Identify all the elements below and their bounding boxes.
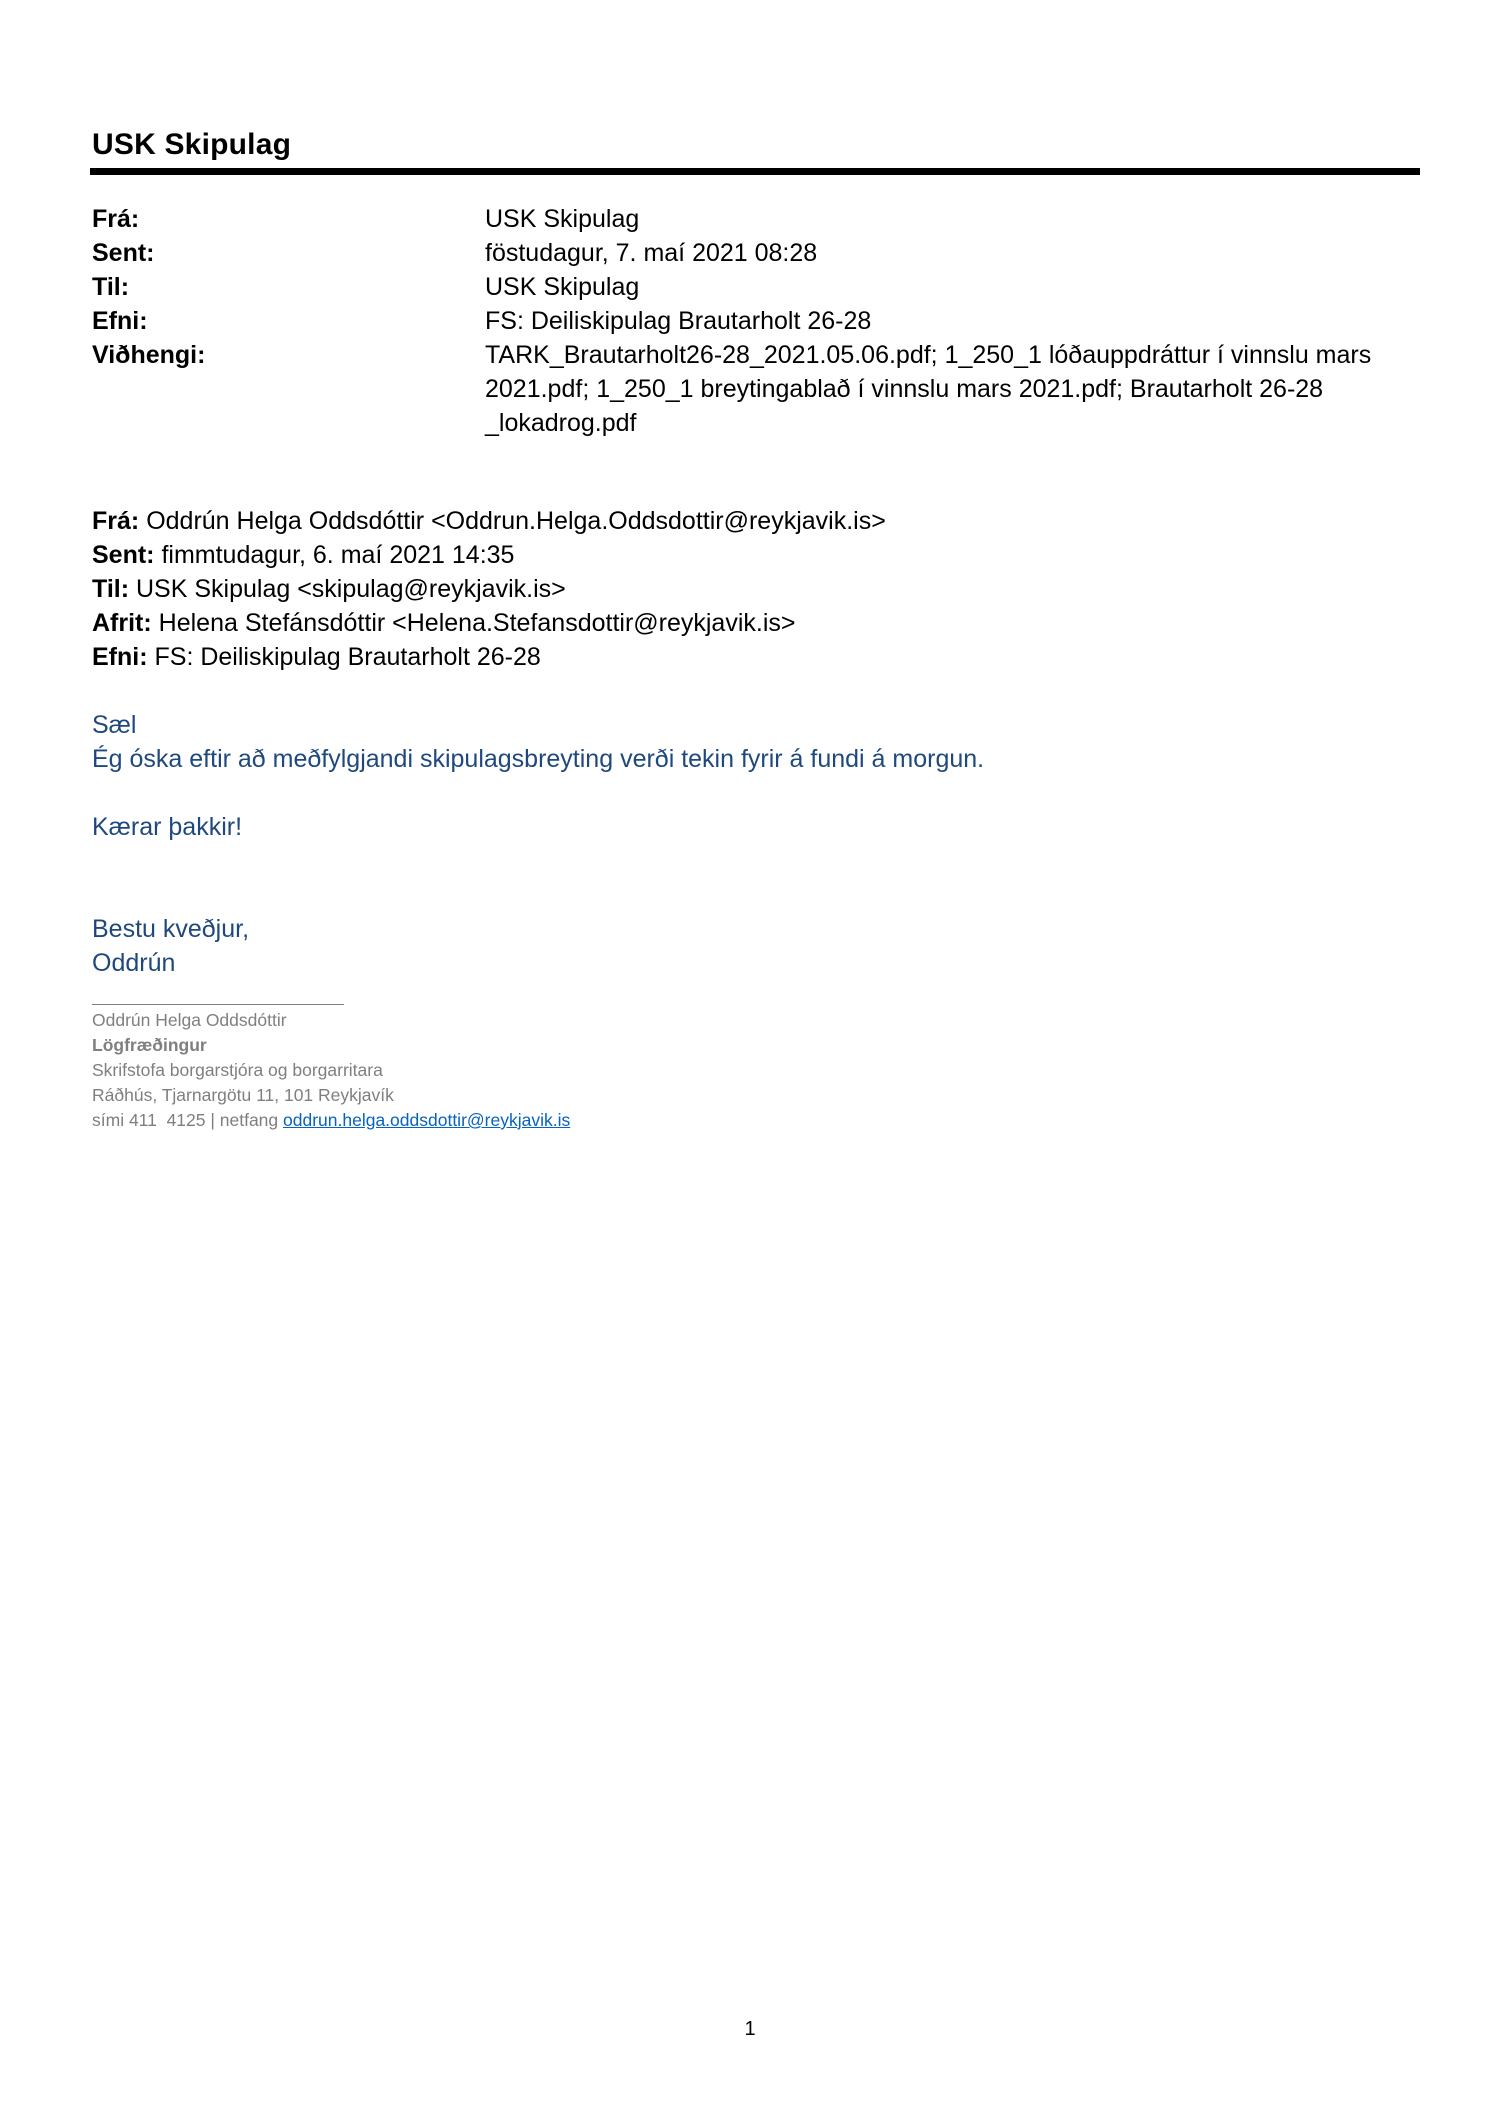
fwd-sent-label: Sent: bbox=[92, 541, 155, 569]
signature-office: Skrifstofa borgarstjóra og borgarritara bbox=[92, 1060, 383, 1080]
body-sender-name: Oddrún bbox=[92, 949, 176, 977]
forwarded-header bbox=[92, 504, 1392, 674]
signature-title: Lögfræðingur bbox=[92, 1035, 207, 1055]
fwd-cc-label: Afrit: bbox=[92, 609, 152, 637]
fwd-to-line bbox=[92, 572, 1392, 606]
header-from-label: Frá: bbox=[92, 205, 140, 233]
body-greeting: Sæl bbox=[92, 711, 137, 739]
header-to-row bbox=[92, 270, 1392, 304]
title-divider bbox=[90, 168, 1420, 175]
header-sent-row bbox=[92, 236, 1392, 270]
header-sent-label: Sent: bbox=[92, 239, 155, 267]
fwd-to-label: Til: bbox=[92, 575, 130, 603]
header-attachments-label: Viðhengi: bbox=[92, 341, 206, 369]
fwd-subject-label: Efni: bbox=[92, 643, 148, 671]
header-from-row bbox=[92, 202, 1392, 236]
header-to-label: Til: bbox=[92, 273, 130, 301]
email-signature bbox=[92, 1008, 992, 1133]
header-subject-value: FS: Deiliskipulag Brautarholt 26-28 bbox=[485, 307, 872, 335]
fwd-from-line bbox=[92, 504, 1392, 538]
mailbox-title: USK Skipulag bbox=[92, 128, 292, 161]
page-number: 1 bbox=[744, 2018, 756, 2040]
body-spacer bbox=[92, 776, 1392, 810]
header-attachments-value: TARK_Brautarholt26-28_2021.05.06.pdf; 1_250_1 lóðauppdráttur í vinnslu mars 2021.pdf; 1_250_1 breytingablað í vinnslu mars 2021.pdf; Brautarholt 26-28 _lokadrog.pdf bbox=[485, 341, 1372, 437]
signature-email-link[interactable]: oddrun.helga.oddsdottir@reykjavik.is bbox=[283, 1110, 571, 1130]
header-subject-label: Efni: bbox=[92, 307, 148, 335]
fwd-from-label: Frá: bbox=[92, 507, 140, 535]
header-attachments-row bbox=[92, 338, 1392, 440]
fwd-cc-line bbox=[92, 606, 1392, 640]
header-sent-value: föstudagur, 7. maí 2021 08:28 bbox=[485, 239, 818, 267]
email-header bbox=[92, 202, 1392, 440]
fwd-from-value: Oddrún Helga Oddsdóttir <Oddrun.Helga.Oddsdottir@reykjavik.is> bbox=[146, 507, 886, 535]
header-from-value: USK Skipulag bbox=[485, 205, 640, 233]
header-to-value: USK Skipulag bbox=[485, 273, 640, 301]
signature-name: Oddrún Helga Oddsdóttir bbox=[92, 1010, 287, 1030]
fwd-sent-value: fimmtudagur, 6. maí 2021 14:35 bbox=[161, 541, 515, 569]
body-line: Ég óska eftir að meðfylgjandi skipulagsbreyting verði tekin fyrir á fundi á morgun. bbox=[92, 745, 985, 773]
fwd-to-value: USK Skipulag <skipulag@reykjavik.is> bbox=[136, 575, 566, 603]
body-thanks: Kærar þakkir! bbox=[92, 813, 243, 841]
signature-address: Ráðhús, Tjarnargötu 11, 101 Reykjavík bbox=[92, 1085, 394, 1105]
header-subject-row bbox=[92, 304, 1392, 338]
body-spacer bbox=[92, 844, 1392, 912]
body-closing: Bestu kveðjur, bbox=[92, 915, 250, 943]
fwd-sent-line bbox=[92, 538, 1392, 572]
fwd-subject-line bbox=[92, 640, 1392, 674]
fwd-cc-value: Helena Stefánsdóttir <Helena.Stefansdottir@reykjavik.is> bbox=[158, 609, 796, 637]
fwd-subject-value: FS: Deiliskipulag Brautarholt 26-28 bbox=[154, 643, 541, 671]
signature-contact bbox=[92, 1108, 992, 1133]
message-body bbox=[92, 708, 1392, 980]
signature-phone: sími 411 4125 | netfang bbox=[92, 1110, 284, 1130]
signature-divider bbox=[92, 1004, 344, 1005]
